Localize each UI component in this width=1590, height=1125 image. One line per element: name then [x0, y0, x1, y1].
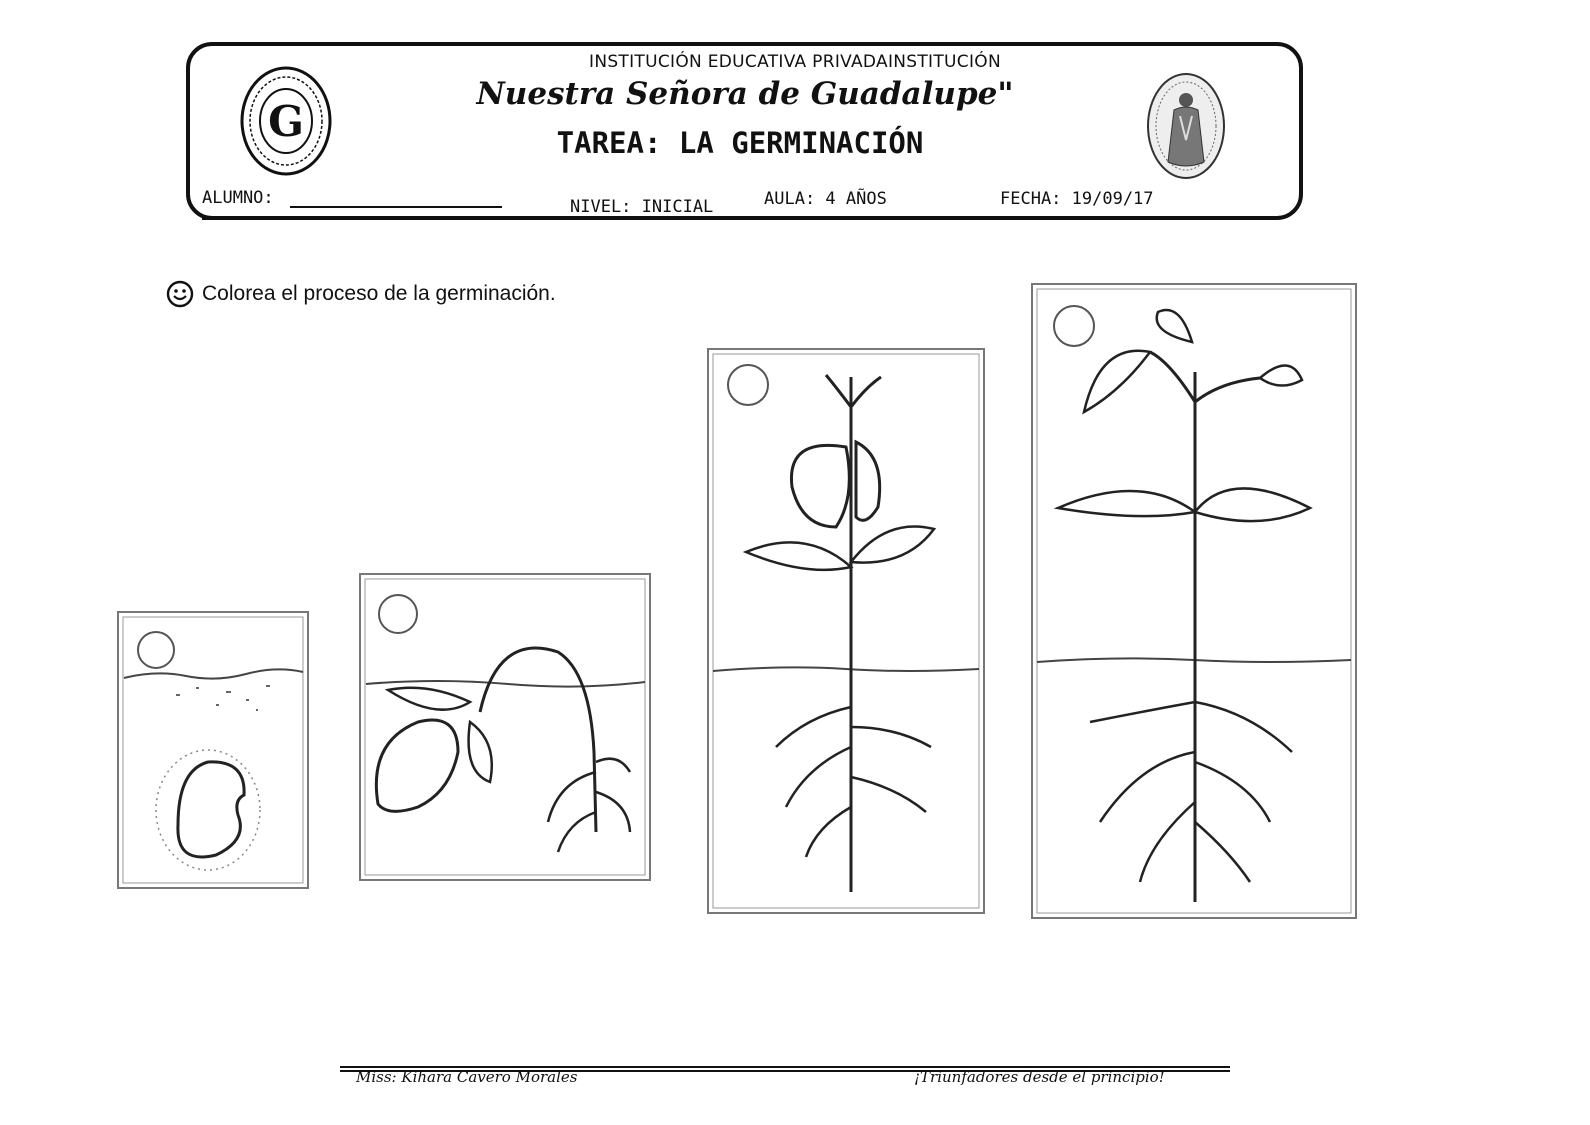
instruction	[166, 280, 556, 308]
classroom-field: AULA: 4 AÑOS	[764, 189, 887, 209]
student-field[interactable]	[202, 188, 502, 208]
stage-seed-panel	[116, 610, 310, 890]
stage-sprout-panel	[358, 572, 652, 882]
instruction-text: Colorea el proceso de la germinación.	[202, 282, 556, 305]
color-circle[interactable]	[1054, 306, 1094, 346]
logo-letter: G	[268, 97, 304, 146]
student-name-blank[interactable]	[290, 206, 502, 208]
student-underline	[202, 218, 528, 220]
level-field: NIVEL: INICIAL	[570, 197, 714, 217]
stage-plant-panel	[1030, 282, 1358, 920]
institution-label: INSTITUCIÓN EDUCATIVA PRIVADAINSTITUCIÓN	[589, 52, 1001, 72]
footer-motto: ¡Triunfadores desde el principio!	[914, 1068, 1165, 1086]
color-circle[interactable]	[379, 595, 417, 633]
smiley-icon	[166, 280, 194, 308]
stage-seedling-panel	[706, 347, 986, 915]
student-label: ALUMNO:	[202, 188, 274, 208]
seed-shape	[178, 762, 244, 857]
date-field: FECHA: 19/09/17	[1000, 189, 1154, 209]
institution-name: Nuestra Señora de Guadalupe"	[476, 76, 1014, 112]
footer-teacher: Miss: Kihara Cavero Morales	[356, 1068, 578, 1086]
color-circle[interactable]	[728, 365, 768, 405]
task-title: TAREA: LA GERMINACIÓN	[556, 126, 924, 160]
color-circle[interactable]	[138, 632, 174, 668]
